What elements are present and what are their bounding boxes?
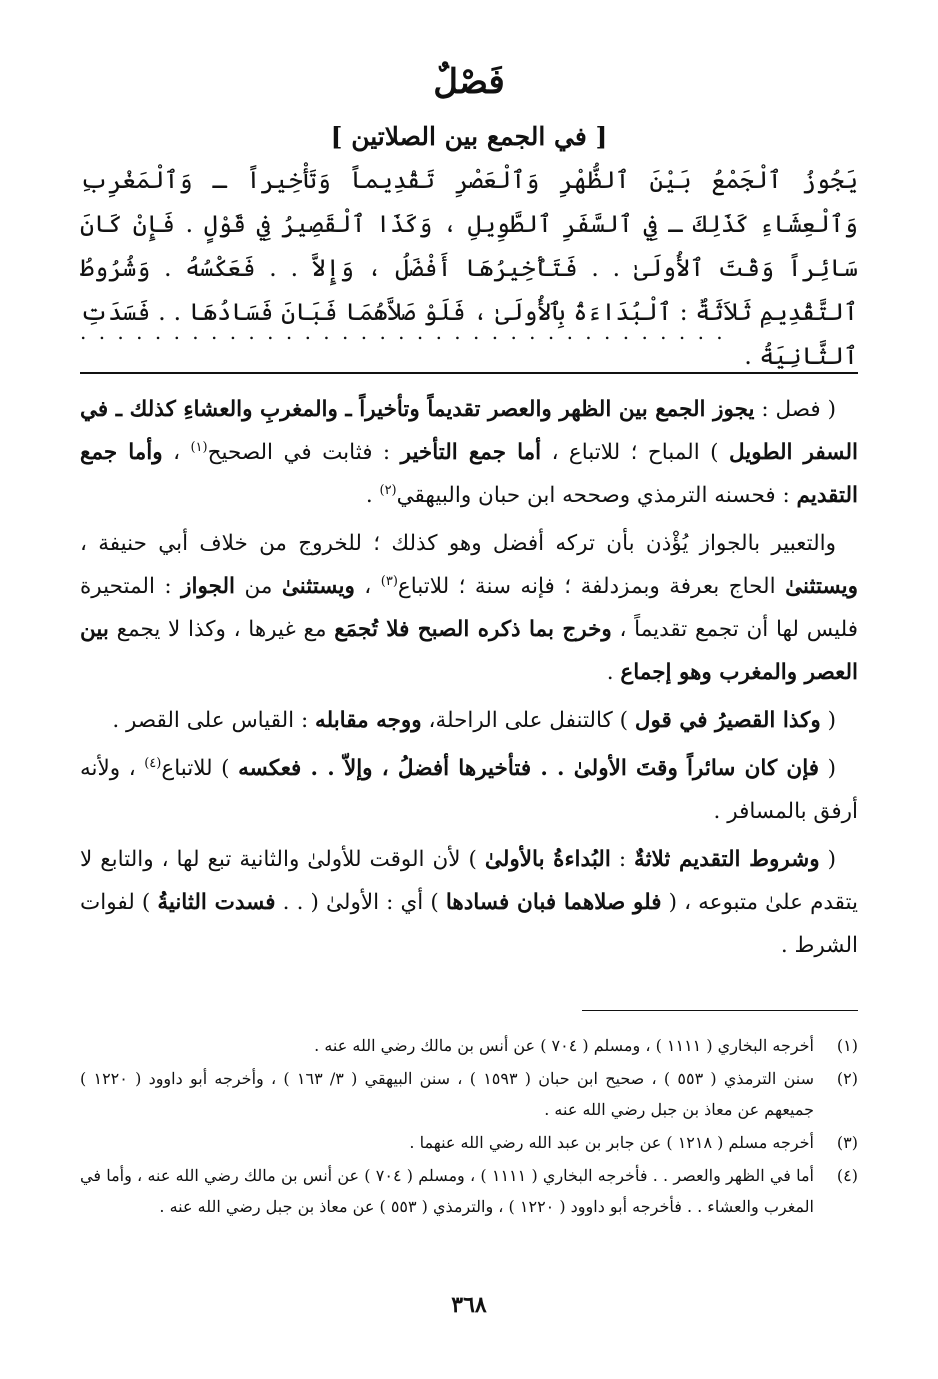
commentary-text: (: [819, 756, 836, 781]
commentary-text: .: [365, 483, 380, 508]
commentary-keyword: الجواز: [181, 574, 236, 599]
commentary-paragraph-4: [80, 747, 858, 833]
commentary-text: ) لفوات الشرط .: [80, 890, 858, 958]
commentary-text: : المتحيرة فليس لها أن تجمع تقديماً ،: [80, 574, 858, 642]
commentary-text: الحاج بعرفة وبمزدلفة ؛ فإنه سنة ؛ للاتباع: [397, 574, 786, 599]
commentary-text: ،: [354, 574, 381, 599]
footnote-ref-2[interactable]: (٢): [379, 482, 397, 498]
footnotes: [80, 1030, 858, 1224]
commentary-keyword: وأما جمع التقديم: [80, 440, 858, 508]
commentary-keyword: ويستثنىٰ: [785, 574, 859, 599]
commentary-paragraph-5: [80, 838, 858, 967]
footnote-text: أما في الظهر والعصر . . فأخرجه البخاري ( ١١١١ ) ، ومسلم ( ٧٠٤ ) عن أنس بن مالك رضي الله عنه ، وأما في المغرب والعشاء . . فأخرجه أبو داوود ( ١٢٢٠ ) ، والترمذي ( ٥٥٣ ) عن معاذ بن جبل رضي الله عنه .: [80, 1166, 814, 1216]
commentary-text: (: [820, 708, 836, 733]
commentary-paragraph-3: [80, 699, 858, 742]
matn-quote: فلو صلاهما فبان فسادها: [445, 890, 662, 915]
commentary-text: ) كالتنفل على الراحلة،: [421, 708, 635, 733]
footnote-number: (٣): [836, 1133, 858, 1152]
commentary-text: والتعبير بالجواز يُؤْذن بأن تركه أفضل وهو كذلك ؛ للخروج من خلاف أبي حنيفة ،: [80, 531, 836, 556]
commentary-keyword: ووجه مقابله: [315, 708, 422, 733]
commentary-paragraph-2: [80, 522, 858, 694]
commentary-text: : فثابت في الصحيح: [207, 440, 401, 465]
commentary-keyword: ويستثنىٰ: [281, 574, 355, 599]
commentary-text: ) أي : الأولىٰ ( . .: [275, 890, 446, 915]
commentary: [80, 388, 858, 972]
footnote-3: [80, 1127, 858, 1158]
chapter-title: فَصْلٌ: [433, 62, 505, 102]
matn-quote: وشروط التقديم ثلاثةٌ: [634, 847, 820, 872]
chapter-subtitle: [ في الجمع بين الصلاتين ]: [330, 122, 608, 151]
footnote-ref-4[interactable]: (٤): [144, 755, 162, 771]
footnote-text: أخرجه مسلم ( ١٢١٨ ) عن جابر بن عبد الله رضي الله عنهما .: [409, 1133, 814, 1152]
footnote-text: أخرجه البخاري ( ١١١١ ) ، ومسلم ( ٧٠٤ ) عن أنس بن مالك رضي الله عنه .: [314, 1036, 814, 1055]
commentary-text: من: [235, 574, 282, 599]
matn-quote: فسدت الثانيةُ: [157, 890, 276, 915]
matn-quote: البُداءةُ بالأولىٰ: [484, 847, 611, 872]
commentary-keyword: بين العصر والمغرب وهو إجماع: [80, 617, 858, 685]
footnote-ref-3[interactable]: (٣): [380, 573, 398, 589]
footnote-number: (١): [836, 1036, 858, 1055]
footnote-number: (٤): [836, 1166, 858, 1185]
commentary-text: (: [819, 847, 836, 872]
commentary-keyword: وخرج بما ذكره الصبح فلا تُجمَع: [334, 617, 612, 642]
dotted-leader: . . . . . . . . . . . . . . . . . . . . . . . . . . . . . . . . . . .: [80, 320, 726, 344]
matn-quote: فإن كان سائراً وقتَ الأولىٰ . . فتأخيرها أفضلُ ، وإلاّ . . فعكسه: [238, 756, 820, 781]
commentary-text: ، ولأنه أرفق بالمسافر .: [80, 756, 858, 824]
commentary-text: ( فصل :: [754, 397, 836, 422]
matn-quote: وكذا القصيرُ في قول: [634, 708, 821, 733]
commentary-text: :: [610, 847, 635, 872]
footnote-text: سنن الترمذي ( ٥٥٣ ) ، صحيح ابن حبان ( ١٥٩٣ ) ، سنن البيهقي ( ٣/ ١٦٣ ) ، وأخرجه أبو داوود ( ١٢٢٠ ) جميعهم عن معاذ بن جبل رضي الله عنه .: [80, 1069, 815, 1119]
matn-quote: يجوز الجمع بين الظهر والعصر تقديماً وتأخيراً ـ والمغربِ والعشاءِ كذلك ـ في السفر الطويل: [80, 397, 859, 465]
footnote-ref-1[interactable]: (١): [190, 439, 208, 455]
footnote-2: [80, 1063, 858, 1125]
commentary-text: ،: [162, 440, 191, 465]
commentary-text: مع غيرها ، وكذا لا يجمع: [108, 617, 335, 642]
book-page: [80, 0, 858, 1379]
footnote-number: (٢): [836, 1069, 858, 1088]
commentary-text: ) المباح ؛ للاتباع ،: [541, 440, 729, 465]
footnote-1: [80, 1030, 858, 1061]
commentary-text: ) لأن الوقت للأولىٰ والثانية تبع لها ، والتابع لا يتقدم علىٰ متبوعه ، (: [80, 847, 859, 915]
footnote-4: [80, 1160, 858, 1222]
commentary-text: : فحسنه الترمذي وصححه ابن حبان والبيهقي: [396, 483, 797, 508]
commentary-text: .: [606, 660, 621, 685]
footnote-divider: [582, 1010, 858, 1011]
commentary-text: ) للاتباع: [161, 756, 239, 781]
page-number: ٣٦٨: [451, 1292, 487, 1318]
commentary-paragraph-1: [80, 388, 858, 517]
commentary-keyword: أما جمع التأخير: [400, 440, 542, 465]
section-divider: [80, 372, 858, 374]
matn-paragraph: يَجُوزُ ٱلْجَمْعُ بَيْنَ ٱلظُّهْرِ وَٱلْعَصْرِ تَقْدِيماً وَتَأْخِيراً ـ وَٱلْمَغْرِبِ وَٱلْعِشَاءِ كَذَلِكَ ـ فِي ٱلسَّفَرِ ٱلطَّوِيلِ ، وَكَذَا ٱلْقَصِيرُ فِي قَوْلٍ . فَإِنْ كَانَ سَائِراً وَقْتَ ٱلأُولَىٰ . . فَتَأْخِيرُهَا أَفْضَلُ ، وَإِلاَّ . . فَعَكْسُهُ . وَشُرُوطُ ٱلتَّقْدِيمِ ثَلاَثَةٌ : ٱلْبُدَاءَةُ بِٱلأُولَىٰ ، فَلَوْ صَلاَّهُمَا فَبَانَ فَسَادُهَا . . فَسَدَتِ ٱلثَّانِيَةُ .: [80, 166, 858, 370]
commentary-text: : القياس على القصر .: [112, 708, 316, 733]
